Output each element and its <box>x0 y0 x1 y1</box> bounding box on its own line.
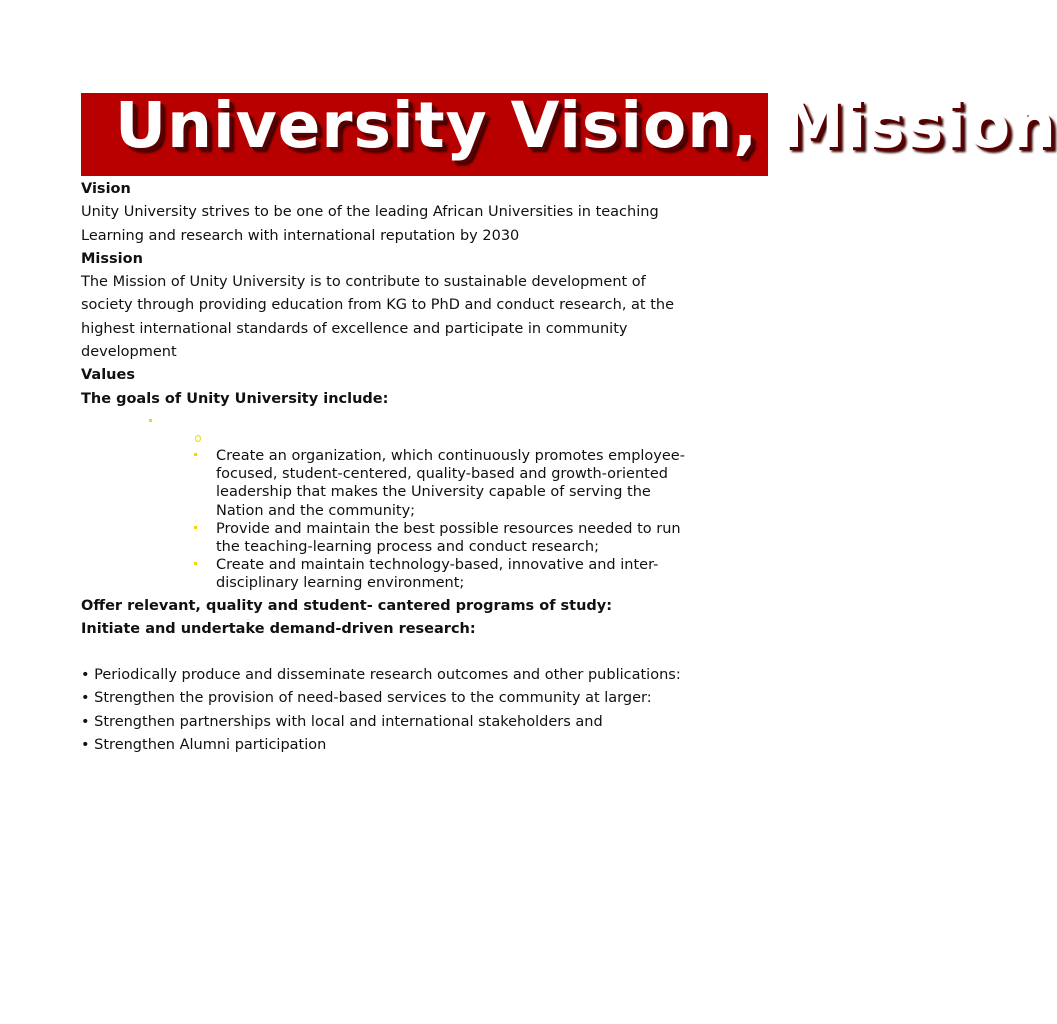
square-bullet-icon <box>194 526 197 529</box>
empty-list-level-2 <box>81 429 701 447</box>
goal-item-text: Create and maintain technology-based, innovative and inter-disciplinary learning environment; <box>216 557 659 592</box>
list-item <box>216 556 696 592</box>
vision-heading: Vision <box>81 181 131 197</box>
goal-item-text: Provide and maintain the best possible resources needed to run the teaching-learning process and conduct research; <box>216 520 681 555</box>
empty-list-level-1 <box>81 411 701 429</box>
document-body <box>81 178 701 757</box>
bullet-line: • Strengthen partnerships with local and international stakeholders and <box>81 713 603 730</box>
mission-heading: Mission <box>81 250 143 267</box>
mission-text: The Mission of Unity University is to contribute to sustainable development of society through providing education from KG to PhD and conduct research, at the highest international standards of excellence and participate in community development <box>81 274 675 361</box>
bullet-line: • Strengthen the provision of need-based services to the community at larger: <box>81 690 652 707</box>
goals-list <box>216 447 696 593</box>
initiate-heading: Initiate and undertake demand-driven research: <box>81 620 476 637</box>
square-bullet-icon <box>194 453 197 456</box>
vision-text: Unity University strives to be one of the leading African Universities in teaching Learning and research with international reputation by 2030 <box>81 204 659 244</box>
values-heading: Values <box>81 367 135 384</box>
goals-heading: The goals of Unity University include: <box>81 390 389 407</box>
square-bullet-icon <box>149 419 152 422</box>
goal-item-text: Create an organization, which continuously promotes employee-focused, student-centered, quality-based and growth-oriented leadership that makes the University capable of serving the Nation and the community; <box>216 447 685 519</box>
title-banner <box>81 89 1057 176</box>
bullet-line: • Periodically produce and disseminate research outcomes and other publications: <box>81 667 681 684</box>
banner-title: University Vision, Mission <box>115 89 1057 162</box>
square-bullet-icon <box>194 562 197 565</box>
list-item <box>216 520 696 556</box>
circle-bullet-icon <box>195 435 201 442</box>
bullet-line: • Strengthen Alumni participation <box>81 737 327 754</box>
list-item <box>216 447 696 520</box>
blank-line <box>81 641 701 664</box>
offer-heading: Offer relevant, quality and student- cantered programs of study: <box>81 597 613 614</box>
